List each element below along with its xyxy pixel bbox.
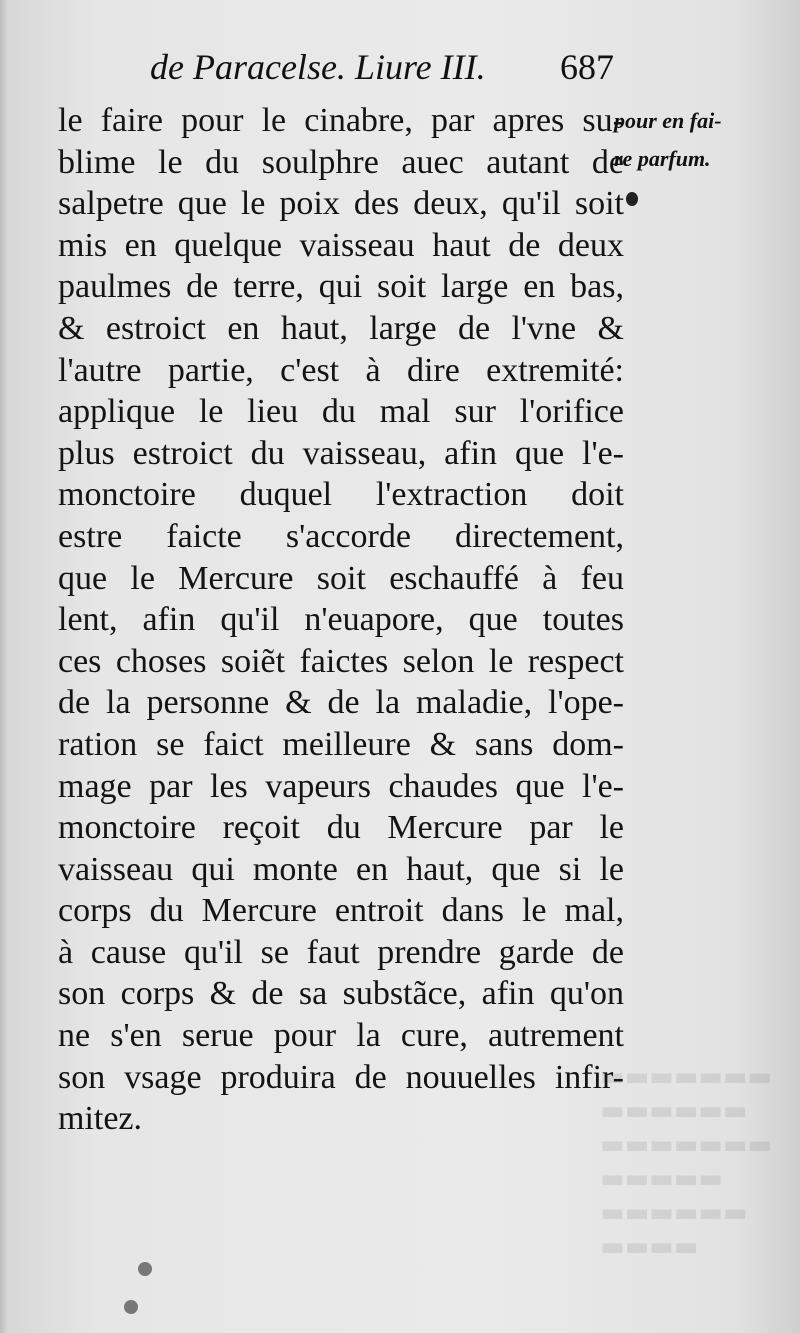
text-line: lent, afin qu'il n'euapore, que toutes: [58, 601, 624, 639]
text-line: estre faicte s'accorde directement,: [58, 517, 624, 555]
text-line: son corps & de sa substãce, afin qu'on: [58, 975, 624, 1013]
text-line: blime le du soulphre auec autant de: [58, 143, 624, 181]
marginal-note-line: pour en fai-: [614, 108, 722, 133]
marginal-note-line: re parfum.: [614, 146, 711, 171]
text-line: son vsage produira de nouuelles infir-: [58, 1058, 624, 1096]
text-line: que le Mercure soit eschauffé à feu: [58, 559, 624, 597]
text-line: ces choses soiẽt faictes selon le respect: [58, 642, 624, 680]
bleed-through-reverse-text: ▬▬▬▬▬▬▬ ▬▬▬▬▬▬ ▬▬▬▬▬▬▬ ▬▬▬▬▬ ▬▬▬▬▬▬ ▬▬▬▬: [600, 1062, 772, 1262]
text-line-final: mitez.: [58, 1100, 143, 1138]
text-line: mis en quelque vaisseau haut de deux: [58, 226, 624, 264]
text-line: à cause qu'il se faut prendre garde de: [58, 933, 624, 971]
binding-hole: [138, 1262, 152, 1276]
text-line: ration se faict meilleure & sans dom-: [58, 725, 624, 763]
text-line: mage par les vapeurs chaudes que l'e-: [58, 767, 624, 805]
text-line: ne s'en serue pour la cure, autrement: [58, 1017, 624, 1055]
text-line: & estroict en haut, large de l'vne &: [58, 309, 624, 347]
text-line: monctoire duquel l'extraction doit: [58, 476, 624, 514]
page-number: 687: [560, 47, 614, 87]
text-line: monctoire reçoit du Mercure par le: [58, 809, 624, 847]
running-header: [150, 42, 620, 92]
text-line: applique le lieu du mal sur l'orifice: [58, 393, 624, 431]
text-line: corps du Mercure entroit dans le mal,: [58, 892, 624, 930]
main-text-block: [58, 100, 624, 1140]
text-line: vaisseau qui monte en haut, que si le: [58, 850, 624, 888]
text-line: l'autre partie, c'est à dire extremité:: [58, 351, 624, 389]
binding-hole: [124, 1300, 138, 1314]
marginal-note: [614, 102, 794, 178]
text-line: paulmes de terre, qui soit large en bas,: [58, 268, 624, 306]
ink-spot: [626, 192, 638, 206]
page-edge-shadow: [0, 0, 8, 1333]
text-line: plus estroict du vaisseau, afin que l'e-: [58, 434, 624, 472]
text-line: le faire pour le cinabre, par apres su-: [58, 102, 624, 139]
text-line: salpetre que le poix des deux, qu'il soit: [58, 185, 624, 223]
running-title: de Paracelse. Liure III.: [150, 47, 486, 87]
text-line: de la personne & de la maladie, l'ope-: [58, 684, 624, 722]
